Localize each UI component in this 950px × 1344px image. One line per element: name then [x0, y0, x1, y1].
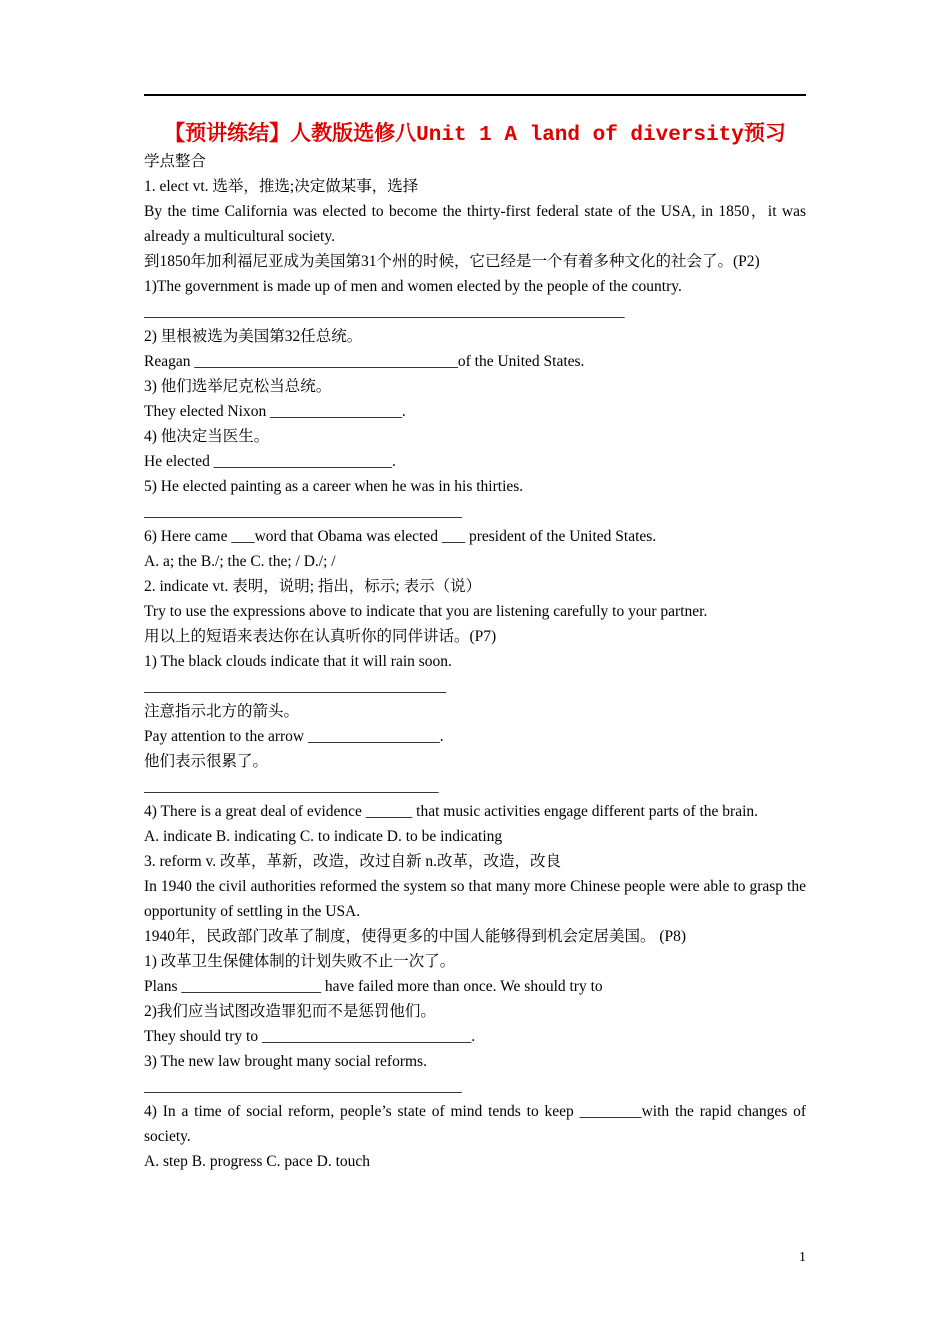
- exercise-line: They elected Nixon _________________.: [144, 403, 406, 420]
- example-translation-elect: 到1850年加利福尼亚成为美国第31个州的时候，它已经是一个有着多种文化的社会了。(P2): [144, 253, 760, 270]
- exercise-line: 他们表示很累了。: [144, 753, 269, 770]
- answer-blank: _________________________________________: [144, 1078, 462, 1095]
- example-sentence-reform: In 1940 the civil authorities reformed the system so that many more Chinese people were able to grasp the opportunity of settling in the USA.: [144, 878, 806, 920]
- exercise-line: 1)The government is made up of men and women elected by the people of the country.: [144, 278, 682, 295]
- section-heading: 学点整合: [144, 153, 207, 170]
- example-translation-indicate: 用以上的短语来表达你在认真听你的同伴讲话。(P7): [144, 628, 497, 645]
- example-sentence-elect: By the time California was elected to become the thirty-first federal state of the USA, in 1850，it was already a multicultural society.: [144, 203, 806, 245]
- exercise-line: 2)我们应当试图改造罪犯而不是惩罚他们。: [144, 1003, 436, 1020]
- exercise-line: 4) 他决定当医生。: [144, 428, 270, 445]
- exercise-line: Reagan __________________________________of the United States.: [144, 353, 585, 370]
- exercise-line: 6) Here came ___word that Obama was elected ___ president of the United States.: [144, 528, 657, 545]
- answer-options: A. a; the B./; the C. the; / D./; /: [144, 553, 336, 570]
- answer-blank: ______________________________________: [144, 778, 439, 795]
- answer-blank: _______________________________________: [144, 678, 447, 695]
- exercise-line: 4) There is a great deal of evidence ______ that music activities engage different parts of the brain.: [144, 803, 759, 820]
- exercise-line: 3) The new law brought many social reforms.: [144, 1053, 427, 1070]
- exercise-line: They should try to ___________________________.: [144, 1028, 476, 1045]
- header-rule: [144, 94, 806, 96]
- exercise-line: 5) He elected painting as a career when he was in his thirties.: [144, 478, 524, 495]
- answer-options: A. step B. progress C. pace D. touch: [144, 1153, 370, 1170]
- vocab-indicate-heading: 2. indicate vt. 表明，说明; 指出，标示; 表示（说）: [144, 578, 482, 595]
- exercise-line: He elected _______________________.: [144, 453, 396, 470]
- exercise-line: 3) 他们选举尼克松当总统。: [144, 378, 332, 395]
- exercise-line: 注意指示北方的箭头。: [144, 703, 300, 720]
- vocab-elect-heading: 1. elect vt. 选举，推选;决定做某事，选择: [144, 178, 419, 195]
- exercise-line: Plans __________________ have failed more than once. We should try to: [144, 978, 603, 995]
- vocab-reform-heading: 3. reform v. 改革，革新，改造，改过自新 n.改革，改造，改良: [144, 853, 562, 870]
- answer-options: A. indicate B. indicating C. to indicate D. to be indicating: [144, 828, 503, 845]
- exercise-line: 1) The black clouds indicate that it will rain soon.: [144, 653, 452, 670]
- answer-blank: ______________________________________________________________: [144, 303, 625, 320]
- example-translation-reform: 1940年，民政部门改革了制度，使得更多的中国人能够得到机会定居美国。 (P8): [144, 928, 687, 945]
- document-body: [144, 149, 806, 1174]
- document-title: 【预讲练结】人教版选修八Unit 1 A land of diversity预习: [164, 124, 786, 147]
- answer-blank: _________________________________________: [144, 503, 462, 520]
- example-sentence-indicate: Try to use the expressions above to indicate that you are listening carefully to your partner.: [144, 603, 708, 620]
- exercise-line: 2) 里根被选为美国第32任总统。: [144, 328, 363, 345]
- page-number: 1: [799, 1250, 806, 1265]
- exercise-line: 1) 改革卫生保健体制的计划失败不止一次了。: [144, 953, 456, 970]
- exercise-line: Pay attention to the arrow _________________.: [144, 728, 444, 745]
- exercise-line: 4) In a time of social reform, people’s state of mind tends to keep ________with the rapid changes of society.: [144, 1103, 806, 1145]
